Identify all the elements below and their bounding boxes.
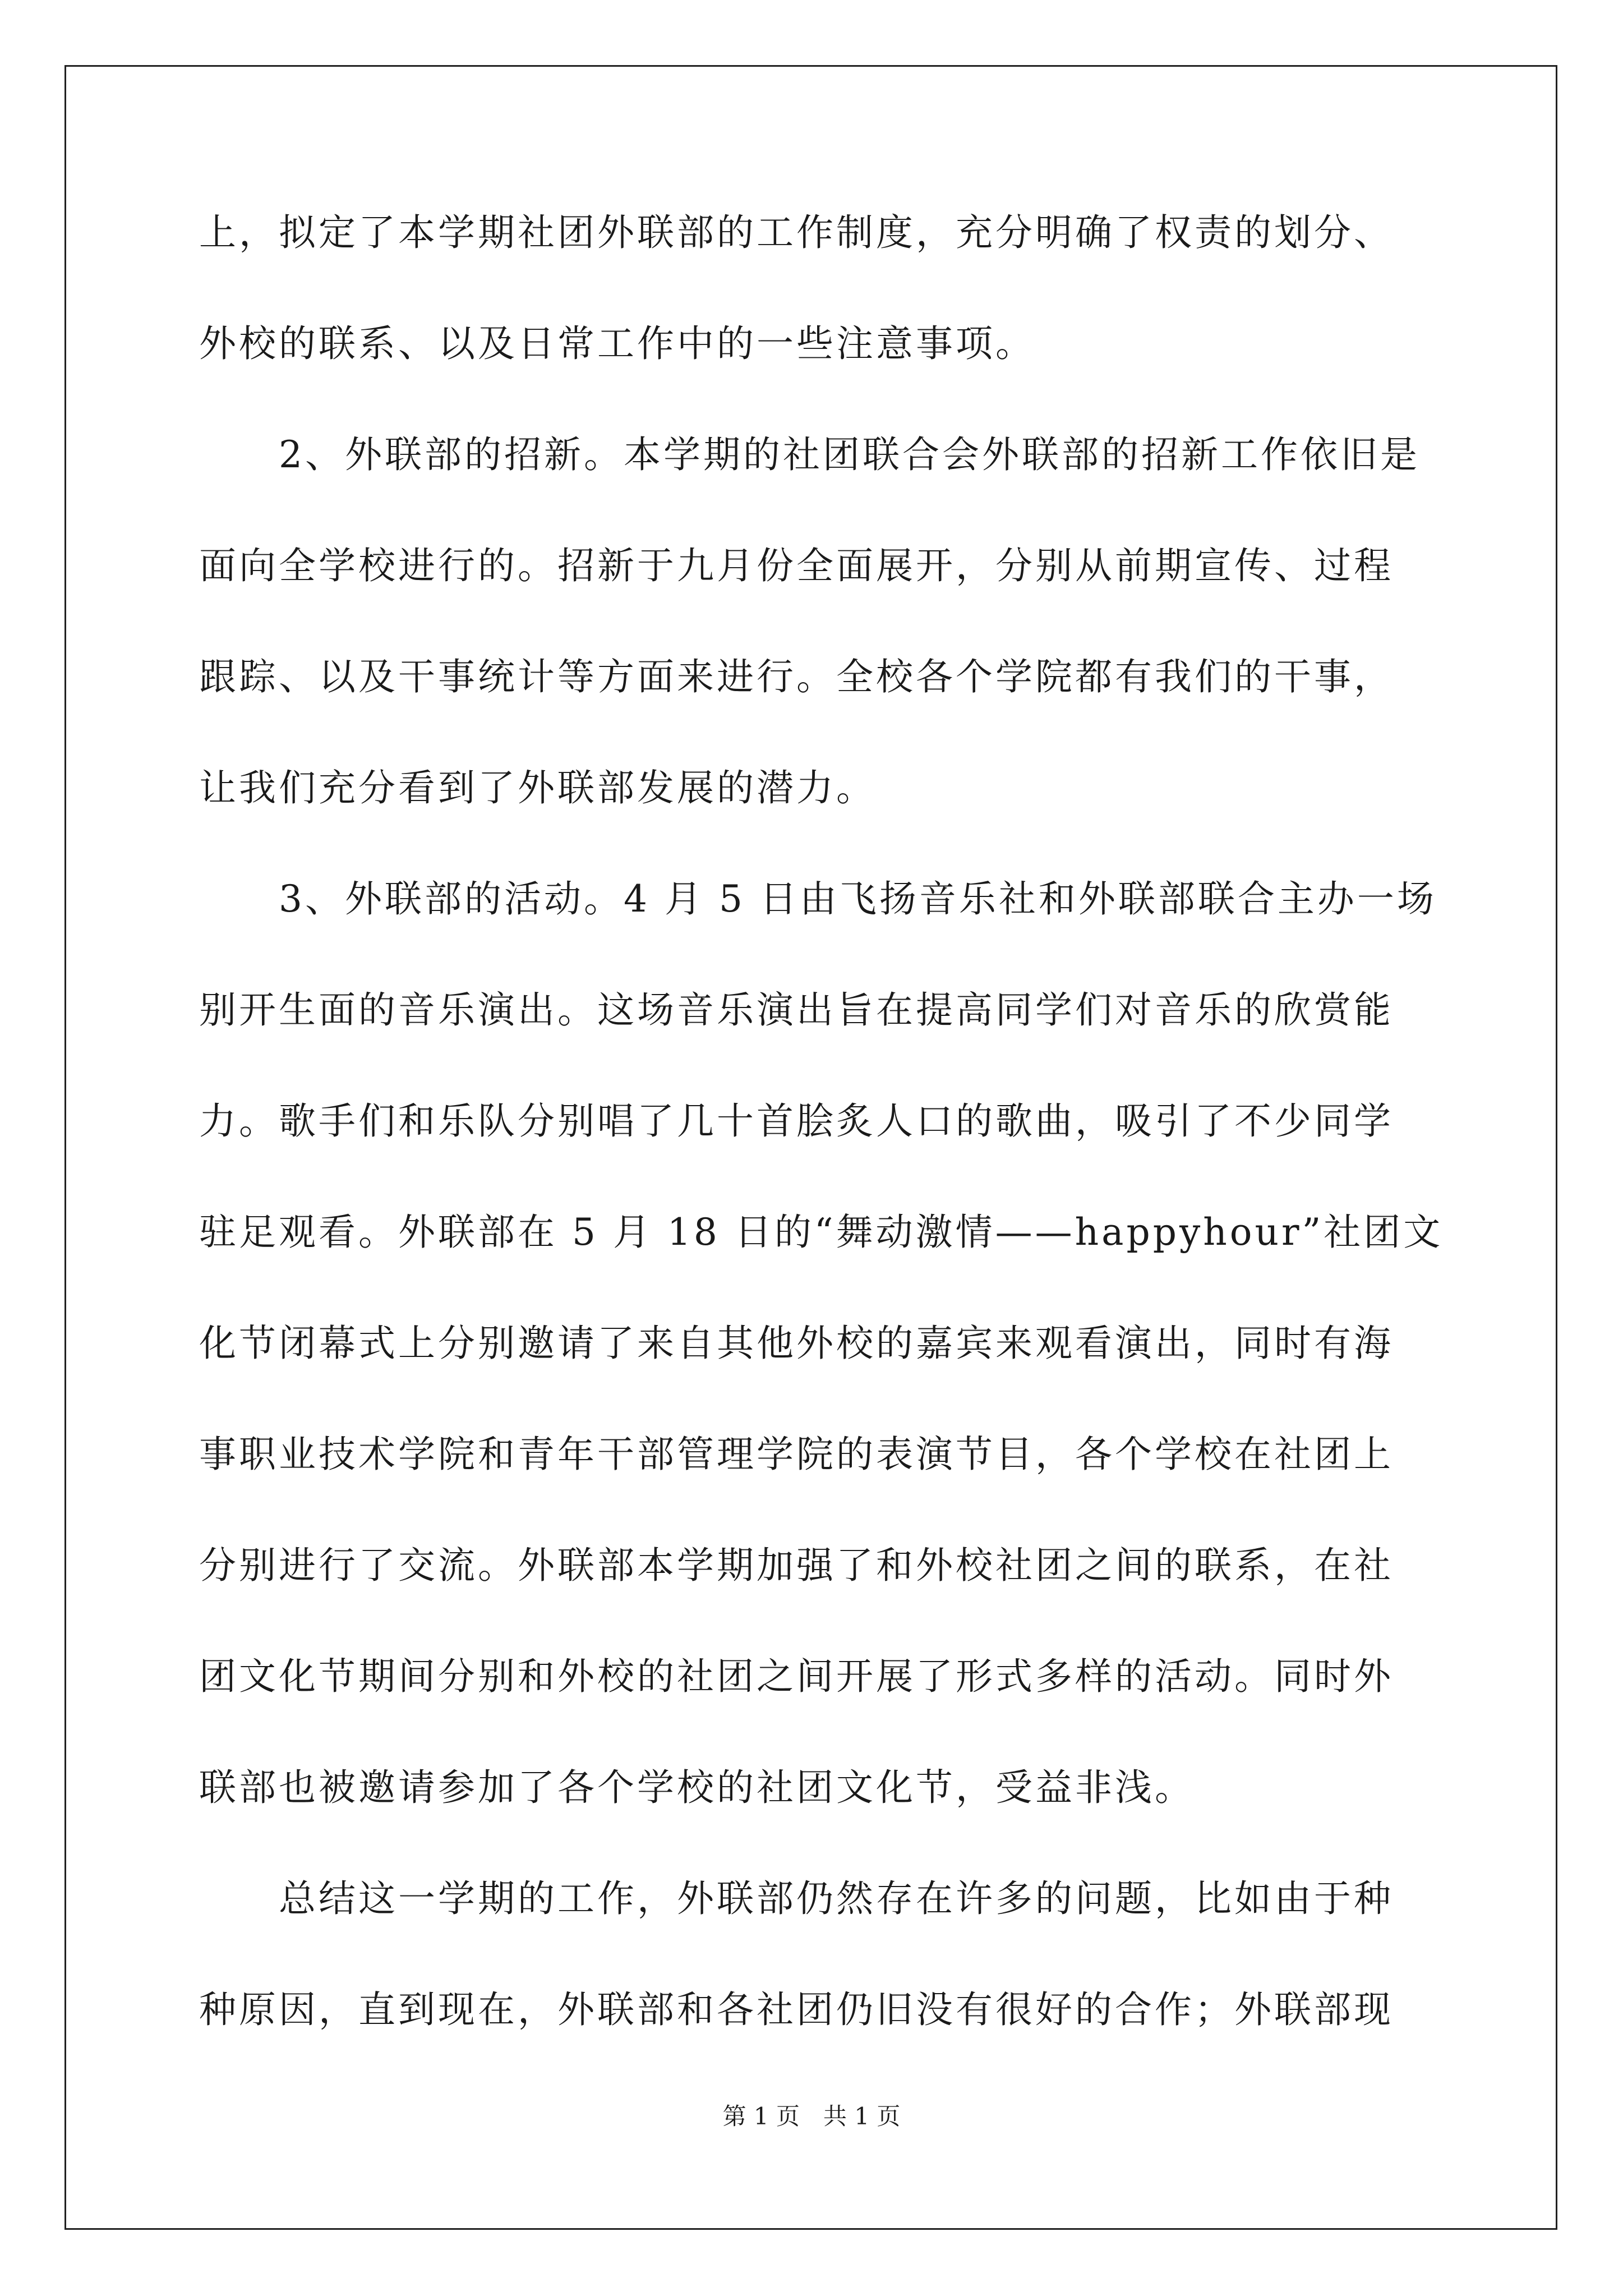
text-line: 种原因，直到现在，外联部和各社团仍旧没有很好的合作；外联部现 <box>199 1988 1394 2031</box>
text-line: 化节闭幕式上分别邀请了来自其他外校的嘉宾来观看演出，同时有海 <box>199 1322 1394 1365</box>
text-line: 3、外联部的活动。4 月 5 日由飞扬音乐社和外联部联合主办一场 <box>199 877 1437 921</box>
text-line: 事职业技术学院和青年干部管理学院的表演节目，各个学校在社团上 <box>199 1433 1394 1476</box>
text-line: 联部也被邀请参加了各个学校的社团文化节，受益非浅。 <box>199 1766 1195 1809</box>
text-line: 面向全学校进行的。招新于九月份全面展开，分别从前期宣传、过程 <box>199 544 1394 587</box>
page-footer: 第 1 页 共 1 页 <box>722 2102 901 2130</box>
text-line: 上，拟定了本学期社团外联部的工作制度，充分明确了权责的划分、 <box>199 211 1394 254</box>
text-line: 团文化节期间分别和外校的社团之间开展了形式多样的活动。同时外 <box>199 1655 1394 1698</box>
document-body <box>199 211 1444 2101</box>
text-line: 2、外联部的招新。本学期的社团联合会外联部的招新工作依旧是 <box>199 433 1420 476</box>
text-line: 力。歌手们和乐队分别唱了几十首脍炙人口的歌曲，吸引了不少同学 <box>199 1099 1394 1143</box>
text-line: 跟踪、以及干事统计等方面来进行。全校各个学院都有我们的干事， <box>199 655 1394 698</box>
text-line: 外校的联系、以及日常工作中的一些注意事项。 <box>199 322 1035 365</box>
text-line: 分别进行了交流。外联部本学期加强了和外校社团之间的联系，在社 <box>199 1544 1394 1587</box>
text-line: 别开生面的音乐演出。这场音乐演出旨在提高同学们对音乐的欣赏能 <box>199 988 1394 1032</box>
text-line: 驻足观看。外联部在 5 月 18 日的“舞动激情——happyhour”社团文 <box>199 1211 1444 1254</box>
text-line: 让我们充分看到了外联部发展的潜力。 <box>199 766 876 809</box>
text-line: 总结这一学期的工作，外联部仍然存在许多的问题，比如由于种 <box>199 1877 1394 1920</box>
